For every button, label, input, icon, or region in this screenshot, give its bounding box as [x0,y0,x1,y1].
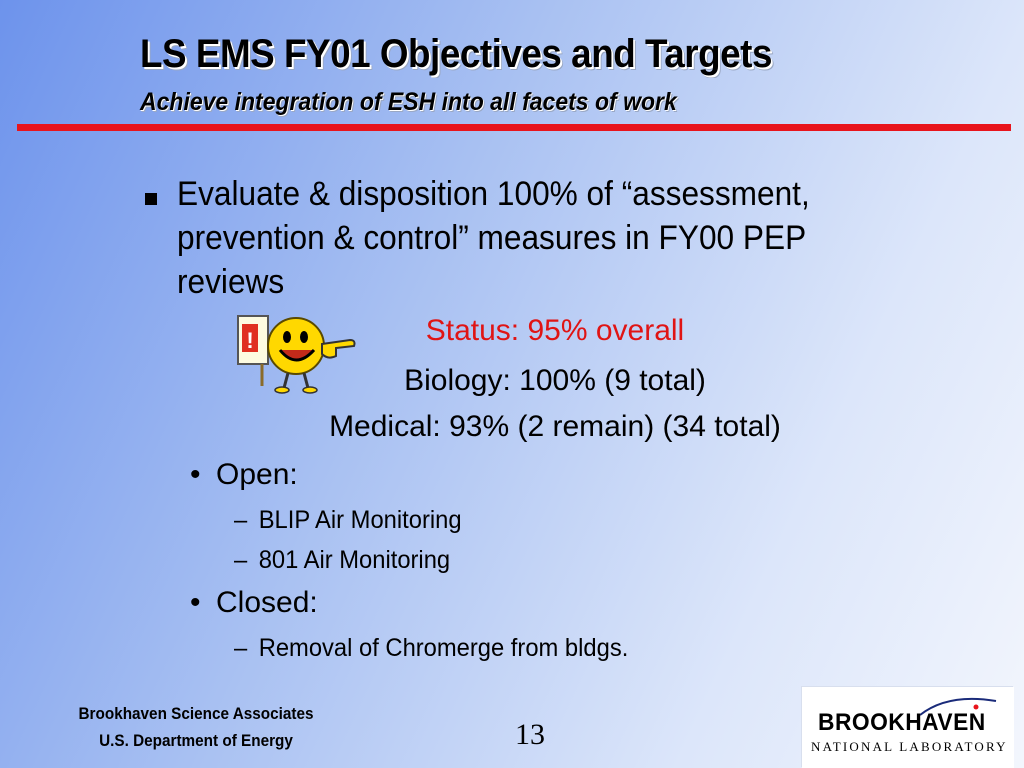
open-item-blip: BLIP Air Monitoring [258,506,462,534]
slide-subtitle: Achieve integration of ESH into all facets of work [140,88,677,116]
open-label: Open: [216,458,298,491]
closed-bullet-glyph: • [190,586,201,619]
dash-glyph: – [234,634,248,662]
logo-subtitle: NATIONAL LABORATORY [811,739,1008,754]
title-divider [17,124,1011,131]
list-item [234,506,462,535]
footer-org-line-2: U.S. Department of Energy [99,731,293,750]
brookhaven-logo [802,687,1014,768]
svg-text:!: ! [246,328,254,353]
slide-title: LS EMS FY01 Objectives and Targets [140,32,772,76]
closed-bullet [190,586,318,620]
dash-glyph: – [234,546,248,574]
square-bullet-icon [145,193,157,205]
status-line: Status: 95% overall [425,314,685,347]
list-item [234,634,628,663]
closed-label: Closed: [216,586,318,619]
closed-item-chromerge: Removal of Chromerge from bldgs. [258,634,629,662]
open-item-801: 801 Air Monitoring [258,546,451,574]
logo-wordmark: BROOKHAVEN [818,709,986,736]
page-number: 13 [515,718,545,751]
open-bullet [190,458,298,492]
footer-organization [36,700,356,754]
biology-status-line: Biology: 100% (9 total) [404,364,706,397]
footer-org-line-1: Brookhaven Science Associates [78,704,314,723]
open-bullet-glyph: • [190,458,201,491]
list-item [234,546,450,575]
dash-glyph: – [234,506,248,534]
main-bullet-text: Evaluate & disposition 100% of “assessment, prevention & control” measures in FY00 PEP reviews [177,175,810,301]
medical-status-line: Medical: 93% (2 remain) (34 total) [329,410,781,443]
